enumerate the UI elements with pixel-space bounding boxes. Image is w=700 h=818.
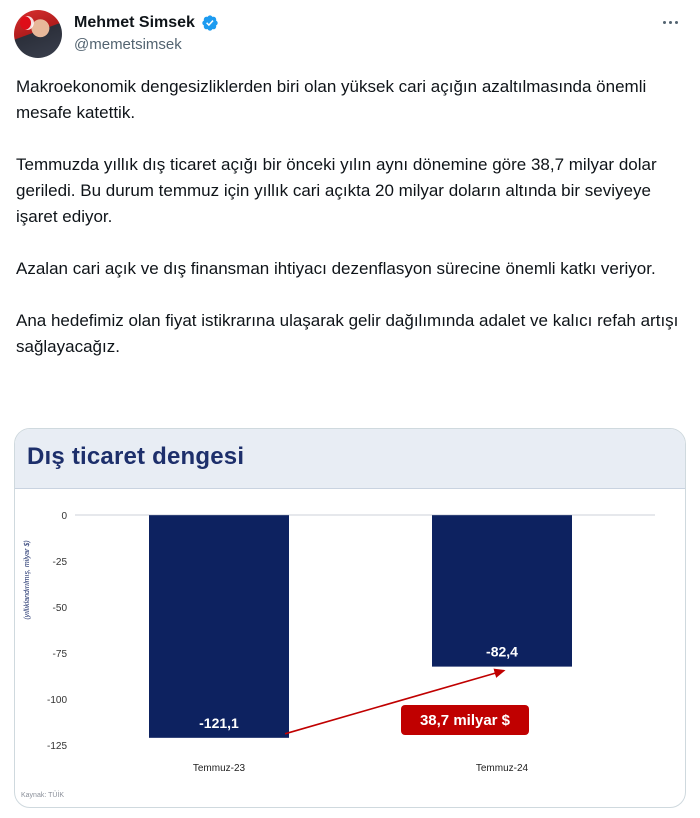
y-tick-label-4: -100 (46, 695, 67, 706)
bar-value-label-0: -121,1 (199, 714, 239, 731)
avatar[interactable] (14, 10, 62, 58)
author-handle[interactable]: @memetsimsek (74, 36, 182, 53)
y-tick-label-1: -25 (52, 557, 67, 568)
bar-value-label-1: -82,4 (486, 643, 518, 660)
y-tick-label-2: -50 (52, 603, 67, 614)
bar-temmuz-23 (149, 515, 289, 738)
chart (15, 489, 686, 789)
y-tick-label-5: -125 (46, 741, 67, 752)
tweet-text (16, 74, 684, 360)
chart-title-banner (15, 429, 685, 489)
tweet-paragraph-1: Makroekonomik dengesizliklerden biri olan yüksek cari açığın azaltılmasında önemli mesafe katettik. (16, 77, 647, 122)
y-axis-label: (yıllıklandırılmış, milyar $) (24, 540, 31, 620)
x-tick-label-0: Temmuz-23 (192, 763, 246, 774)
source-note: Kaynak: TÜİK (21, 792, 65, 799)
media-card[interactable] (14, 428, 686, 808)
x-tick-label-1: Temmuz-24 (475, 763, 529, 774)
verified-badge-icon (201, 14, 219, 32)
flag-icon (20, 16, 34, 30)
tweet-paragraph-4: Ana hedefimiz olan fiyat istikrarına ulaşarak gelir dağılımında adalet ve kalıcı refah artışı sağlayacağız. (16, 311, 679, 356)
tweet-paragraph-2: Temmuzda yıllık dış ticaret açığı bir önceki yılın aynı dönemine göre 38,7 milyar dolar geriledi. Bu durum temmuz için yıllık cari açıkta 20 milyar doların altında bir seviyeye işaret ediyor. (16, 155, 657, 226)
more-options-icon[interactable] (658, 10, 682, 34)
author-name-row (74, 12, 219, 34)
tweet-header (14, 10, 686, 60)
author-display-name[interactable]: Mehmet Simsek (74, 14, 195, 31)
tweet-paragraph-3: Azalan cari açık ve dış finansman ihtiyacı dezenflasyon sürecine önemli katkı veriyor. (16, 259, 656, 278)
chart-title: Dış ticaret dengesi (27, 443, 245, 470)
y-tick-label-3: -75 (52, 649, 67, 660)
change-annotation-label: 38,7 milyar $ (419, 712, 511, 729)
y-tick-label-0: 0 (61, 511, 67, 522)
